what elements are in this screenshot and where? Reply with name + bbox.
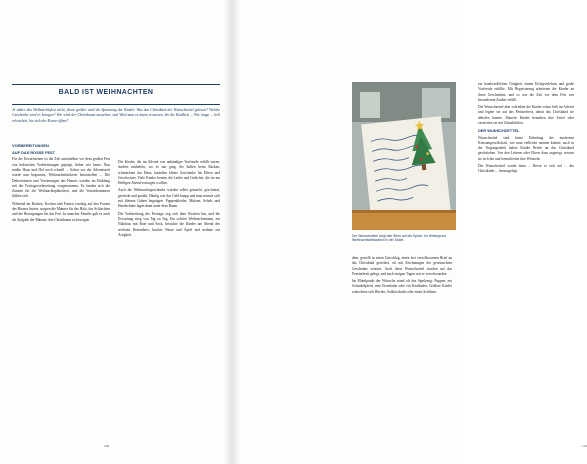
title-rule-top	[12, 84, 220, 85]
body-paragraph: dem, gestellt in einen Umschlag, einen fest verschlossenen Brief an das Christkind gerichtet, oft mit Zeichnungen der gewünschten Geschenke verziert. Auch diese Wunschzettel wurden auf das Fensterbrett gelegt, und nach einigen Tagen war er verschwunden.	[352, 256, 452, 276]
page-number-left: 150	[104, 444, 110, 448]
body-paragraph: zur handwerklichen Tätigkeit, einem Erfolgserlebnis und große Vorfreude erfüllte. Mit Begeisterung arbeiteten die Kinder an ihren Geschenken, und so war die Zeit vor dem Fest von besonderem Zauber erfüllt.	[478, 82, 574, 102]
wishlist-photo	[352, 82, 456, 230]
page-number-right: 151	[582, 444, 587, 448]
wishlist-photo-illustration	[352, 82, 456, 230]
right-page-column-1	[478, 82, 574, 177]
right-page-column-2	[352, 256, 452, 297]
left-page	[0, 0, 232, 464]
body-paragraph: Im Mittelpunkt der Wünsche stand oft das Spielzeug: Puppen, ein Schaukelpferd, eine Eisenbahn oder ein Kaufladen. Größere Kinder wünschten sich Bücher, Schlittschuhe oder einen Schlitten.	[352, 279, 452, 294]
body-paragraph: Auch die Weihnachtsgeschenke wurden selbst gemacht, geschnitzt, gestrickt und genäht. Häufig war das Geld knapp und man musste sich mit kleinen Gaben begnügen. Puppenkleider, Mützen, Schals und Handschuhe lagen dann unter dem Baum.	[118, 188, 220, 209]
body-paragraph: Der Wunschzettel wurde dann ... Bevor er sich auf ... des Christkinds ... herausgelegt.	[478, 164, 574, 174]
section-heading: DER WUNSCHZETTEL	[478, 128, 520, 134]
title-rule-bottom	[12, 104, 220, 105]
body-paragraph: Die Vorbereitung der Festtage zog sich über Wochen hin, und die Erwartung stieg von Tag zu Tag. Ein solcher Weihnachtsmann, ein Nikolaus mit Rute und Sack, besuchte die Kinder am Abend des sechsten Dezembers, brachte Nüsse und Äpfel und mahnte zur Artigkeit.	[118, 211, 220, 237]
photo-caption: Der Wunschzettel zeigt den Stern auf der Spitze. Im Hintergrund Weihnachtsdekoration in der Stube.	[352, 234, 446, 243]
right-page	[232, 0, 587, 464]
body-paragraph: Die Kinder, die im Advent von unbändiger Vorfreude erfüllt waren, durften mithelfen, wo es nur ging. Sie halfen beim Backen, schmückten das Haus, bastelten kleine Geschenke für Eltern und Geschwister. Viele Kinder lernten die Lieder und Gedichte, die sie am Heiligen Abend vortragen wollten.	[118, 160, 220, 186]
left-page-column-2	[118, 160, 220, 240]
chapter-title: BALD IST WEIHNACHTEN	[58, 89, 154, 96]
body-paragraph: Wunschzettel sind keine Erfindung der modernen Konsumgesellschaft, wie man vielleicht meinen könnte, auch in der Vergangenheit haben Kinder Briefe an das Christkind geschrieben. Von den Lehrern oder Eltern dazu angeregt, setzten sie sich hin und formulierten ihre Wünsche.	[478, 135, 574, 161]
body-paragraph: Die Wunschzettel aber schrieben die Kinder schon früh im Advent und legten sie auf das Fensterbrett, damit das Christkind sie abholen konnte. Manche Kinder bemalten ihre Zettel oder verzierten sie mit Glanzbildern.	[478, 105, 574, 126]
body-paragraph: Für die Erwachsenen ist die Zeit unmittelbar vor dem großen Fest von hektischen Vorbereitungen geprägt, früher wie heute. Nun mußte Haus und Hof noch schnell ... Schon vor der Adventszeit wurde nun begonnen, Weihnachtsbäckerei herzustellen ... Die Dekorationen und Verzierungen des Hauses wurden im Einklang mit der Festtagsvorbereitung vorgenommen. Es fanden sich die Zutaten für die Weihnachtsplätzchen, und die Vorratskammern füllten sich.	[12, 157, 110, 199]
body-paragraph: Während im Backen, Kochen und Putzen vorrätig auf den Frauen des Hauses lastete, sorgten die Männer für das Holz, das Schlachten und die Besorgungen für das Fest. In mancher Familie galt es auch als Aufgabe der Männer, den Christbaum zu besorgen.	[12, 201, 110, 222]
chapter-intro: Je näher das Weihnachtsfest rückt, desto größer wird die Spannung der Kinder. Was das Christkind der Wunschzettel gelesen? Welche Geschenke wird es bringen? Wie wird der Christbaum aussehen, und Wird man es kaum erwarten, bis die Kindheit ... Wie lange ... hell erleuchtet, bis sich der Kranz öffnet?	[12, 108, 220, 123]
left-page-column-1	[12, 143, 110, 225]
section-heading-line-2: AUF DAS ROSSE FEST	[12, 150, 56, 156]
section-heading-line-1: VORBEREITUNGEN	[12, 143, 49, 148]
